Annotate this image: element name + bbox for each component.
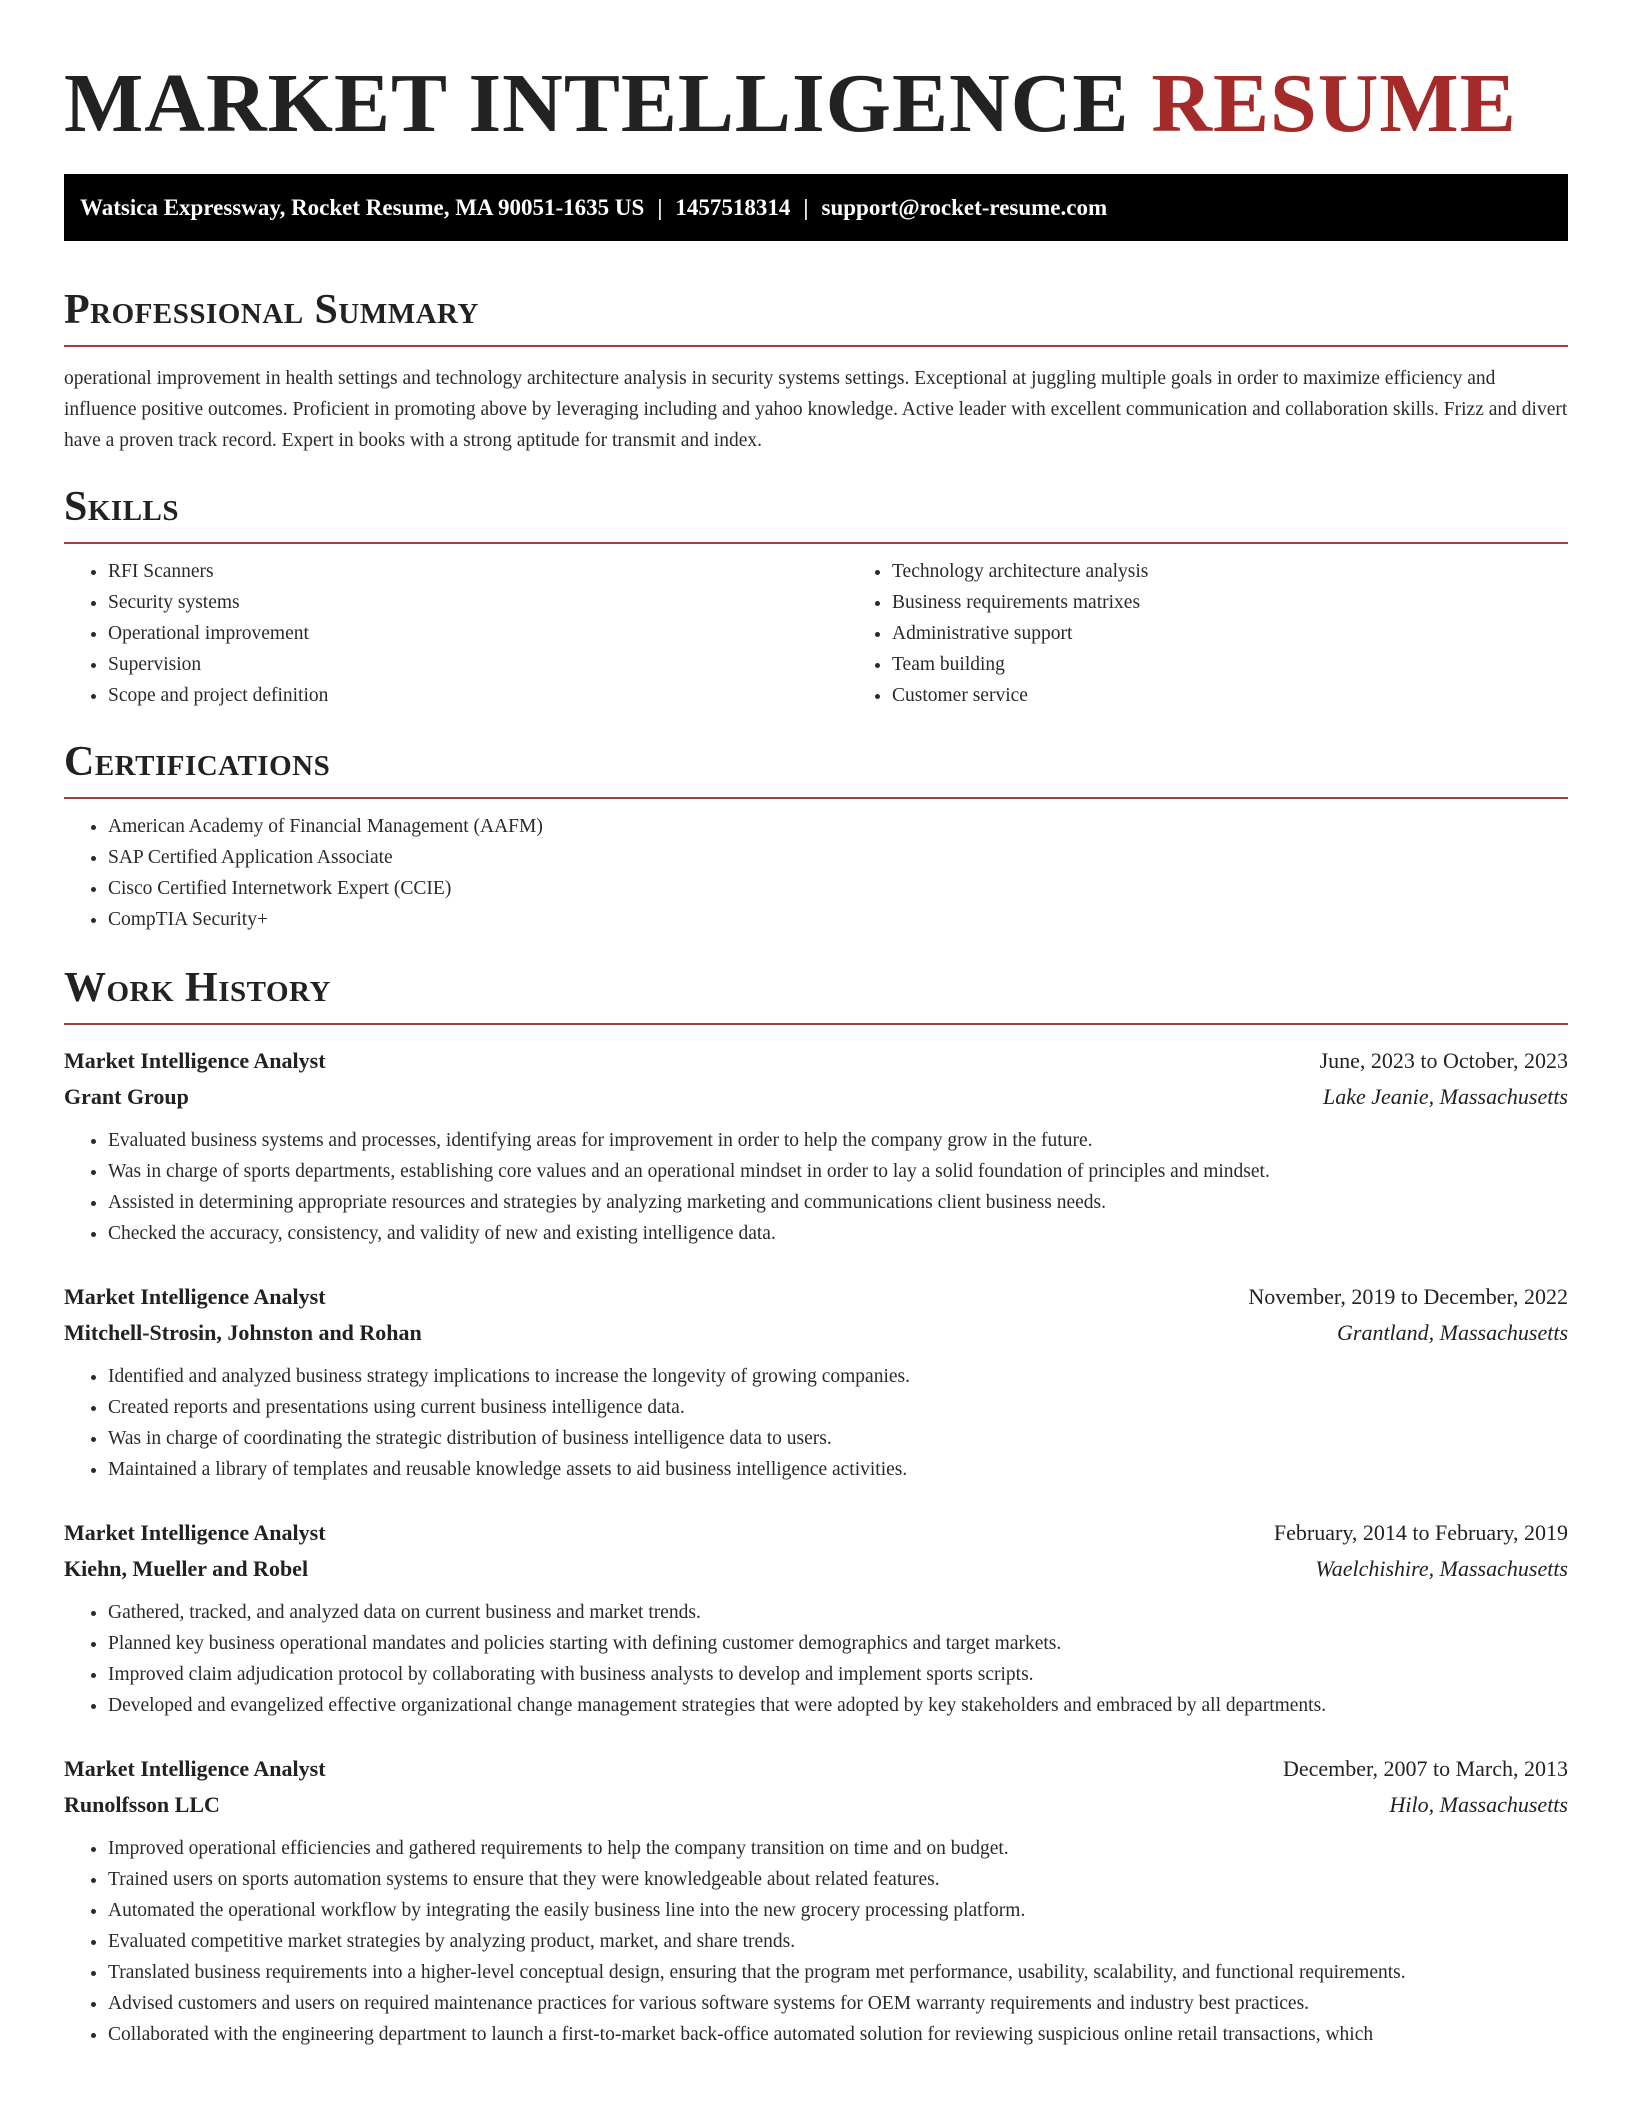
job-bullet: • Was in charge of coordinating the strategic distribution of business intelligence data to users. [108,1423,1568,1454]
skill-item: • Customer service [892,680,1632,711]
job-dates: December, 2007 to March, 2013 [1282,1756,1568,1781]
section-divider [64,797,1568,799]
skill-item: • Business requirements matrixes [892,587,1632,618]
certifications-section [64,737,1568,935]
section-heading-work-history: Work History [64,965,331,1011]
resume-page [64,0,1568,2050]
job-dates: February, 2014 to February, 2019 [1273,1520,1568,1545]
job-title: Market Intelligence Analyst [64,1756,326,1781]
section-heading-skills: Skills [64,484,180,530]
job-subheader [64,1079,1568,1115]
job-title: Market Intelligence Analyst [64,1284,326,1309]
job-title: Market Intelligence Analyst [64,1520,326,1545]
certification-item: • Cisco Certified Internetwork Expert (CCIE) [108,873,1568,904]
skill-item: • Operational improvement [108,618,848,649]
skills-grid [64,544,1568,711]
job-bullet: • Advised customers and users on required maintenance practices for various software systems for OEM warranty requirements and industry best practices. [108,1988,1568,2019]
certifications-list [64,811,1568,935]
job-dates: November, 2019 to December, 2022 [1248,1284,1568,1309]
job-bullet: • Created reports and presentations using current business intelligence data. [108,1392,1568,1423]
job-header [64,1279,1568,1315]
job-bullet: • Evaluated business systems and processes, identifying areas for improvement in order to help the company grow in the future. [108,1125,1568,1156]
job-subheader [64,1551,1568,1587]
job-location: Lake Jeanie, Massachusetts [1323,1084,1568,1109]
job-bullets [64,1597,1568,1721]
certification-item: • American Academy of Financial Management (AAFM) [108,811,1568,842]
contact-separator: | [657,195,663,220]
skill-item: • RFI Scanners [108,556,848,587]
job-bullet: • Was in charge of sports departments, establishing core values and an operational mindset in order to lay a solid foundation of principles and mindset. [108,1156,1568,1187]
title-accent: RESUME [1151,57,1517,150]
contact-address: Watsica Expressway, Rocket Resume, MA 90051-1635 US [80,195,645,220]
section-heading-summary: Professional Summary [64,287,479,333]
summary-text: operational improvement in health settings and technology architecture analysis in security systems settings. Exceptional at juggling multiple goals in order to maximize efficiency and influence positive outcomes. Proficient in promoting above by leveraging including and yahoo knowledge. Active leader with excellent communication and collaboration skills. Frizz and divert have a proven track record. Expert in books with a strong aptitude for transmit and index. [64,368,1568,451]
job-bullet: • Trained users on sports automation systems to ensure that they were knowledgeable about related features. [108,1864,1568,1895]
job-header [64,1751,1568,1787]
job-bullets [64,1361,1568,1485]
work-history-section [64,963,1568,2050]
job-bullet: • Developed and evangelized effective organizational change management strategies that were adopted by key stakeholders and embraced by all departments. [108,1690,1568,1721]
job-bullet: • Planned key business operational mandates and policies starting with defining customer demographics and target markets. [108,1628,1568,1659]
section-divider [64,1023,1568,1025]
job-entry [64,1515,1568,1721]
job-company: Mitchell-Strosin, Johnston and Rohan [64,1320,422,1345]
job-entry [64,1043,1568,1249]
job-header [64,1515,1568,1551]
skills-list-right [848,556,1632,711]
section-divider [64,345,1568,347]
job-location: Waelchishire, Massachusetts [1315,1556,1568,1581]
job-bullets [64,1125,1568,1249]
job-subheader [64,1787,1568,1823]
job-bullet: • Assisted in determining appropriate resources and strategies by analyzing marketing and communications client business needs. [108,1187,1568,1218]
job-bullet: • Automated the operational workflow by integrating the easily business line into the new grocery processing platform. [108,1895,1568,1926]
job-bullet: • Translated business requirements into a higher-level conceptual design, ensuring that the program met performance, usability, scalability, and functional requirements. [108,1957,1568,1988]
summary-section [64,285,1568,456]
job-subheader [64,1315,1568,1351]
job-title: Market Intelligence Analyst [64,1048,326,1073]
job-bullet: • Collaborated with the engineering department to launch a first-to-market back-office automated solution for reviewing suspicious online retail transactions, which [108,2019,1568,2050]
job-bullet: • Gathered, tracked, and analyzed data on current business and market trends. [108,1597,1568,1628]
contact-email: support@rocket-resume.com [821,195,1108,220]
job-bullets [64,1833,1568,2050]
certification-item: • SAP Certified Application Associate [108,842,1568,873]
certification-item: • CompTIA Security+ [108,904,1568,935]
job-entry [64,1279,1568,1485]
job-dates: June, 2023 to October, 2023 [1319,1048,1568,1073]
skill-item: • Team building [892,649,1632,680]
skill-item: • Security systems [108,587,848,618]
job-company: Runolfsson LLC [64,1792,220,1817]
job-entry [64,1751,1568,2050]
job-bullet: • Checked the accuracy, consistency, and validity of new and existing intelligence data. [108,1218,1568,1249]
job-location: Hilo, Massachusetts [1389,1792,1568,1817]
job-location: Grantland, Massachusetts [1337,1320,1568,1345]
contact-bar [64,174,1568,241]
job-bullet: • Identified and analyzed business strategy implications to increase the longevity of growing companies. [108,1361,1568,1392]
job-bullet: • Maintained a library of templates and reusable knowledge assets to aid business intelligence activities. [108,1454,1568,1485]
skills-list-left [64,556,848,711]
title-main: MARKET INTELLIGENCE [64,57,1130,150]
job-company: Kiehn, Mueller and Robel [64,1556,309,1581]
contact-phone: 1457518314 [675,195,791,220]
job-header [64,1043,1568,1079]
skill-item: • Technology architecture analysis [892,556,1632,587]
contact-separator: | [803,195,809,220]
resume-title [64,0,1568,150]
skill-item: • Supervision [108,649,848,680]
skills-section [64,482,1568,711]
job-bullet: • Improved operational efficiencies and gathered requirements to help the company transition on time and on budget. [108,1833,1568,1864]
job-bullet: • Evaluated competitive market strategies by analyzing product, market, and share trends. [108,1926,1568,1957]
skill-item: • Administrative support [892,618,1632,649]
job-bullet: • Improved claim adjudication protocol by collaborating with business analysts to develop and implement sports scripts. [108,1659,1568,1690]
skill-item: • Scope and project definition [108,680,848,711]
job-company: Grant Group [64,1084,189,1109]
section-heading-certifications: Certifications [64,739,331,785]
